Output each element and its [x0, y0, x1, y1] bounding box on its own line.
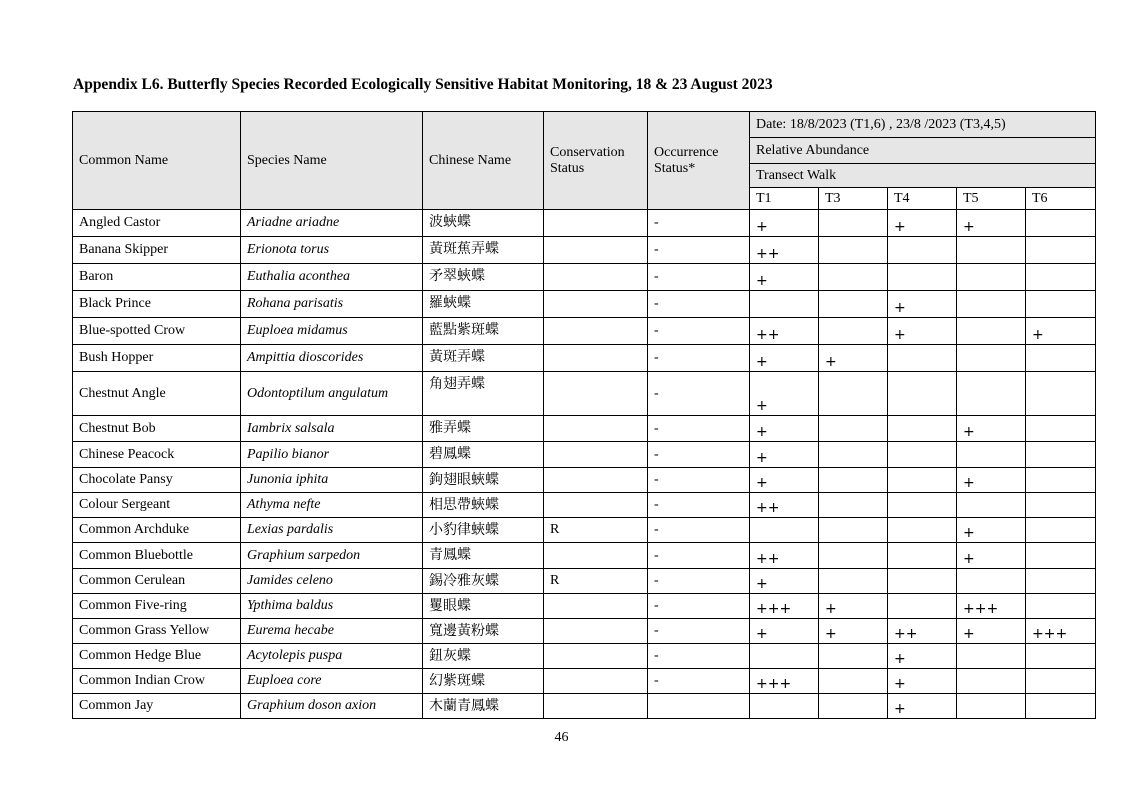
header-transect-t5: T5	[957, 188, 1026, 210]
abundance-cell: +	[750, 468, 819, 493]
abundance-cell	[888, 264, 957, 291]
table-row	[73, 416, 1096, 442]
occurrence-status-cell	[648, 694, 750, 719]
abundance-cell	[1026, 210, 1096, 237]
chinese-name-cell: 黃斑弄蝶	[423, 345, 544, 372]
species-name-cell: Lexias pardalis	[241, 518, 423, 543]
abundance-cell: +	[888, 291, 957, 318]
species-name-cell: Graphium doson axion	[241, 694, 423, 719]
abundance-cell	[957, 345, 1026, 372]
abundance-cell	[750, 644, 819, 669]
header-chinese-name: Chinese Name	[423, 112, 544, 210]
abundance-cell: +++	[957, 594, 1026, 619]
abundance-cell	[957, 291, 1026, 318]
table-row	[73, 442, 1096, 468]
abundance-cell	[1026, 264, 1096, 291]
table-row	[73, 619, 1096, 644]
header-transect-t3: T3	[819, 188, 888, 210]
abundance-cell: +	[750, 416, 819, 442]
table-row	[73, 644, 1096, 669]
abundance-cell	[1026, 594, 1096, 619]
table-row	[73, 694, 1096, 719]
chinese-name-cell: 錫冷雅灰蝶	[423, 569, 544, 594]
abundance-cell	[1026, 372, 1096, 416]
abundance-cell	[957, 493, 1026, 518]
common-name-cell: Chocolate Pansy	[73, 468, 241, 493]
conservation-status-cell	[544, 493, 648, 518]
chinese-name-cell: 小豹律蛺蝶	[423, 518, 544, 543]
abundance-cell: +	[750, 264, 819, 291]
common-name-cell: Angled Castor	[73, 210, 241, 237]
species-name-cell: Rohana parisatis	[241, 291, 423, 318]
chinese-name-cell: 相思帶蛺蝶	[423, 493, 544, 518]
chinese-name-cell: 幻紫斑蝶	[423, 669, 544, 694]
page-title: Appendix L6. Butterfly Species Recorded Ecologically Sensitive Habitat Monitoring, 18 & 23 August 2023	[73, 76, 773, 93]
abundance-cell	[819, 518, 888, 543]
chinese-name-cell: 矛翠蛺蝶	[423, 264, 544, 291]
abundance-cell	[819, 694, 888, 719]
abundance-cell	[1026, 237, 1096, 264]
abundance-cell	[888, 345, 957, 372]
conservation-status-cell: R	[544, 518, 648, 543]
abundance-cell	[750, 694, 819, 719]
chinese-name-cell: 角翅弄蝶	[423, 372, 544, 416]
conservation-status-cell	[544, 619, 648, 644]
abundance-cell: +	[957, 468, 1026, 493]
occurrence-status-cell: -	[648, 237, 750, 264]
common-name-cell: Bush Hopper	[73, 345, 241, 372]
abundance-cell	[888, 569, 957, 594]
abundance-cell	[819, 416, 888, 442]
abundance-cell: +	[819, 345, 888, 372]
occurrence-status-cell: -	[648, 644, 750, 669]
abundance-cell: +	[750, 569, 819, 594]
species-name-cell: Euploea midamus	[241, 318, 423, 345]
abundance-cell: +	[1026, 318, 1096, 345]
occurrence-status-cell: -	[648, 416, 750, 442]
conservation-status-cell	[544, 416, 648, 442]
occurrence-status-cell: -	[648, 543, 750, 569]
chinese-name-cell: 鈕灰蝶	[423, 644, 544, 669]
conservation-status-cell	[544, 237, 648, 264]
chinese-name-cell: 雅弄蝶	[423, 416, 544, 442]
chinese-name-cell: 藍點紫斑蝶	[423, 318, 544, 345]
occurrence-status-cell: -	[648, 594, 750, 619]
abundance-cell: +	[888, 210, 957, 237]
header-date: Date: 18/8/2023 (T1,6) , 23/8 /2023 (T3,4,5)	[750, 112, 1096, 138]
table-row	[73, 669, 1096, 694]
header-transect-t1: T1	[750, 188, 819, 210]
abundance-cell: +	[957, 619, 1026, 644]
table-row	[73, 468, 1096, 493]
conservation-status-cell	[544, 644, 648, 669]
species-name-cell: Ampittia dioscorides	[241, 345, 423, 372]
abundance-cell: ++	[750, 237, 819, 264]
occurrence-status-cell: -	[648, 518, 750, 543]
conservation-status-cell	[544, 210, 648, 237]
conservation-status-cell	[544, 543, 648, 569]
abundance-cell	[957, 644, 1026, 669]
abundance-cell	[750, 518, 819, 543]
occurrence-status-cell: -	[648, 493, 750, 518]
occurrence-status-cell: -	[648, 442, 750, 468]
abundance-cell	[957, 264, 1026, 291]
conservation-status-cell	[544, 372, 648, 416]
abundance-cell	[1026, 416, 1096, 442]
abundance-cell: +	[888, 318, 957, 345]
conservation-status-cell	[544, 291, 648, 318]
table-row	[73, 318, 1096, 345]
common-name-cell: Baron	[73, 264, 241, 291]
occurrence-status-cell: -	[648, 345, 750, 372]
occurrence-status-cell: -	[648, 619, 750, 644]
chinese-name-cell: 矍眼蝶	[423, 594, 544, 619]
species-name-cell: Ypthima baldus	[241, 594, 423, 619]
abundance-cell	[1026, 493, 1096, 518]
abundance-cell	[888, 594, 957, 619]
abundance-cell	[819, 264, 888, 291]
abundance-cell	[819, 543, 888, 569]
conservation-status-cell	[544, 264, 648, 291]
species-name-cell: Ariadne ariadne	[241, 210, 423, 237]
abundance-cell: +	[957, 543, 1026, 569]
abundance-cell	[750, 291, 819, 318]
abundance-cell: ++	[750, 543, 819, 569]
abundance-cell	[888, 493, 957, 518]
occurrence-status-cell: -	[648, 372, 750, 416]
occurrence-status-cell: -	[648, 569, 750, 594]
common-name-cell: Common Hedge Blue	[73, 644, 241, 669]
abundance-cell: +	[957, 518, 1026, 543]
abundance-cell	[888, 372, 957, 416]
table-row	[73, 237, 1096, 264]
abundance-cell: ++	[750, 493, 819, 518]
abundance-cell	[819, 442, 888, 468]
abundance-cell: +	[819, 619, 888, 644]
abundance-cell	[819, 318, 888, 345]
common-name-cell: Common Archduke	[73, 518, 241, 543]
table-row	[73, 543, 1096, 569]
chinese-name-cell: 寬邊黃粉蝶	[423, 619, 544, 644]
species-name-cell: Iambrix salsala	[241, 416, 423, 442]
conservation-status-cell	[544, 694, 648, 719]
abundance-cell	[819, 237, 888, 264]
abundance-cell	[1026, 518, 1096, 543]
species-name-cell: Acytolepis puspa	[241, 644, 423, 669]
abundance-cell	[957, 694, 1026, 719]
chinese-name-cell: 青鳳蝶	[423, 543, 544, 569]
species-name-cell: Eurema hecabe	[241, 619, 423, 644]
abundance-cell	[819, 493, 888, 518]
abundance-cell	[819, 569, 888, 594]
abundance-cell	[957, 569, 1026, 594]
abundance-cell: +	[750, 442, 819, 468]
conservation-status-cell	[544, 468, 648, 493]
species-name-cell: Graphium sarpedon	[241, 543, 423, 569]
chinese-name-cell: 碧鳳蝶	[423, 442, 544, 468]
abundance-cell: +++	[750, 594, 819, 619]
species-name-cell: Papilio bianor	[241, 442, 423, 468]
table-row	[73, 291, 1096, 318]
species-name-cell: Junonia iphita	[241, 468, 423, 493]
occurrence-status-cell: -	[648, 210, 750, 237]
species-name-cell: Erionota torus	[241, 237, 423, 264]
species-name-cell: Euploea core	[241, 669, 423, 694]
common-name-cell: Common Cerulean	[73, 569, 241, 594]
abundance-cell	[1026, 669, 1096, 694]
chinese-name-cell: 羅蛺蝶	[423, 291, 544, 318]
abundance-cell: +	[750, 619, 819, 644]
conservation-status-cell	[544, 345, 648, 372]
abundance-cell: +	[888, 669, 957, 694]
abundance-cell: +	[819, 594, 888, 619]
common-name-cell: Common Bluebottle	[73, 543, 241, 569]
abundance-cell	[1026, 644, 1096, 669]
species-name-cell: Athyma nefte	[241, 493, 423, 518]
conservation-status-cell	[544, 442, 648, 468]
abundance-cell	[819, 291, 888, 318]
species-name-cell: Odontoptilum angulatum	[241, 372, 423, 416]
header-conservation-status: Conservation Status	[544, 112, 648, 210]
table-row	[73, 264, 1096, 291]
species-name-cell: Euthalia aconthea	[241, 264, 423, 291]
table-row	[73, 372, 1096, 416]
abundance-cell	[957, 442, 1026, 468]
conservation-status-cell	[544, 669, 648, 694]
common-name-cell: Common Five-ring	[73, 594, 241, 619]
common-name-cell: Blue-spotted Crow	[73, 318, 241, 345]
abundance-cell	[819, 468, 888, 493]
abundance-cell: +	[957, 416, 1026, 442]
common-name-cell: Chestnut Angle	[73, 372, 241, 416]
occurrence-status-cell: -	[648, 468, 750, 493]
abundance-cell	[957, 237, 1026, 264]
abundance-cell	[819, 210, 888, 237]
occurrence-status-cell: -	[648, 291, 750, 318]
table-row	[73, 518, 1096, 543]
abundance-cell: ++	[750, 318, 819, 345]
common-name-cell: Colour Sergeant	[73, 493, 241, 518]
abundance-cell: +	[750, 345, 819, 372]
common-name-cell: Common Jay	[73, 694, 241, 719]
table-row	[73, 569, 1096, 594]
abundance-cell	[1026, 694, 1096, 719]
abundance-cell	[819, 372, 888, 416]
table-row	[73, 345, 1096, 372]
occurrence-status-cell: -	[648, 669, 750, 694]
common-name-cell: Banana Skipper	[73, 237, 241, 264]
abundance-cell	[888, 518, 957, 543]
chinese-name-cell: 波蛺蝶	[423, 210, 544, 237]
common-name-cell: Black Prince	[73, 291, 241, 318]
abundance-cell: +++	[750, 669, 819, 694]
header-common-name: Common Name	[73, 112, 241, 210]
table-row	[73, 594, 1096, 619]
abundance-cell	[888, 543, 957, 569]
table-row	[73, 210, 1096, 237]
abundance-cell: +	[750, 210, 819, 237]
abundance-cell	[957, 669, 1026, 694]
conservation-status-cell: R	[544, 569, 648, 594]
abundance-cell	[1026, 468, 1096, 493]
common-name-cell: Common Indian Crow	[73, 669, 241, 694]
header-transect-walk: Transect Walk	[750, 164, 1096, 188]
abundance-cell: +	[888, 644, 957, 669]
abundance-cell	[888, 468, 957, 493]
abundance-cell	[1026, 291, 1096, 318]
conservation-status-cell	[544, 318, 648, 345]
abundance-cell	[888, 416, 957, 442]
occurrence-status-cell: -	[648, 318, 750, 345]
table-row	[73, 493, 1096, 518]
species-name-cell: Jamides celeno	[241, 569, 423, 594]
header-relative-abundance: Relative Abundance	[750, 138, 1096, 164]
chinese-name-cell: 黃斑蕉弄蝶	[423, 237, 544, 264]
abundance-cell	[1026, 442, 1096, 468]
abundance-cell	[957, 318, 1026, 345]
page-number: 46	[554, 730, 569, 745]
abundance-cell: +++	[1026, 619, 1096, 644]
abundance-cell: +	[957, 210, 1026, 237]
abundance-cell	[888, 237, 957, 264]
common-name-cell: Chestnut Bob	[73, 416, 241, 442]
abundance-cell	[888, 442, 957, 468]
chinese-name-cell: 木蘭青鳳蝶	[423, 694, 544, 719]
common-name-cell: Common Grass Yellow	[73, 619, 241, 644]
abundance-cell: +	[750, 372, 819, 416]
common-name-cell: Chinese Peacock	[73, 442, 241, 468]
butterfly-species-table	[72, 111, 1096, 719]
occurrence-status-cell: -	[648, 264, 750, 291]
abundance-cell	[1026, 345, 1096, 372]
header-occurrence-status: Occurrence Status*	[648, 112, 750, 210]
abundance-cell: ++	[888, 619, 957, 644]
abundance-cell	[1026, 543, 1096, 569]
abundance-cell	[957, 372, 1026, 416]
chinese-name-cell: 鉤翅眼蛺蝶	[423, 468, 544, 493]
conservation-status-cell	[544, 594, 648, 619]
abundance-cell: +	[888, 694, 957, 719]
header-transect-t4: T4	[888, 188, 957, 210]
abundance-cell	[1026, 569, 1096, 594]
header-species-name: Species Name	[241, 112, 423, 210]
abundance-cell	[819, 669, 888, 694]
header-transect-t6: T6	[1026, 188, 1096, 210]
abundance-cell	[819, 644, 888, 669]
